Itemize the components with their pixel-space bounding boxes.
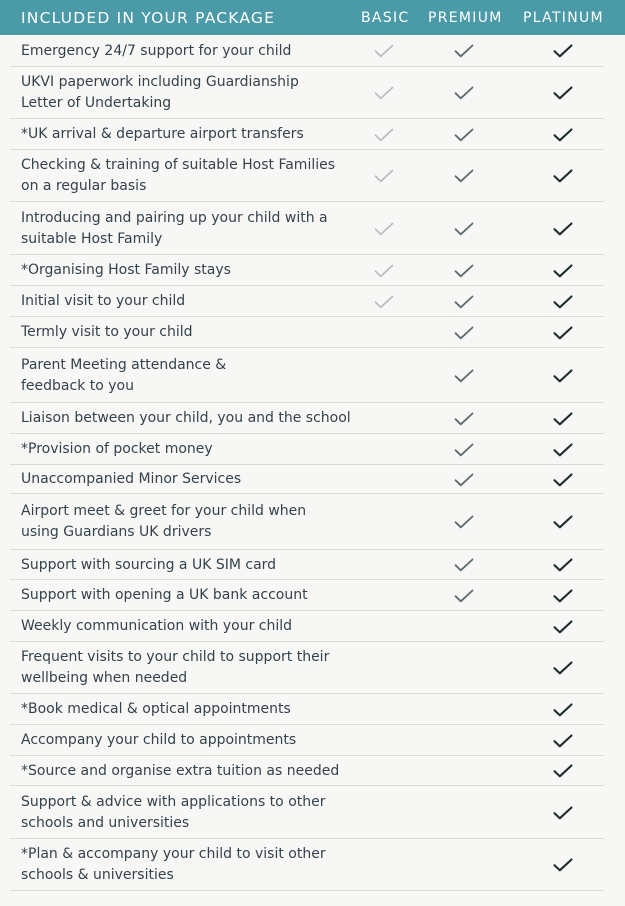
feature-label	[21, 585, 351, 606]
table-row	[0, 434, 625, 465]
feature-label-line: Airport meet & greet for your child when	[21, 503, 307, 519]
feature-label-line: suitable Host Family	[21, 231, 163, 247]
table-row	[0, 694, 625, 725]
checkmark-icon	[553, 295, 573, 309]
checkmark-icon	[553, 764, 573, 778]
feature-label	[21, 844, 351, 886]
feature-label-line: *Organising Host Family stays	[21, 262, 231, 278]
feature-label-line: Support with opening a UK bank account	[21, 587, 308, 603]
checkmark-icon	[553, 326, 573, 340]
checkmark-icon	[454, 515, 474, 529]
feature-label-line: Introducing and pairing up your child with a	[21, 210, 328, 226]
table-row	[0, 494, 625, 550]
feature-label-line: feedback to you	[21, 378, 134, 394]
table-header	[0, 0, 625, 35]
table-row	[0, 611, 625, 642]
feature-label	[21, 647, 351, 689]
feature-label-line: Accompany your child to appointments	[21, 732, 297, 748]
feature-label	[21, 41, 351, 62]
checkmark-icon	[553, 734, 573, 748]
feature-label-line: *Source and organise extra tuition as needed	[21, 763, 340, 779]
checkmark-icon	[374, 222, 394, 236]
checkmark-icon	[454, 326, 474, 340]
table-row	[0, 67, 625, 119]
feature-label-line: schools and universities	[21, 815, 190, 831]
checkmark-icon	[553, 473, 573, 487]
feature-label	[21, 291, 351, 312]
feature-label-line: *Plan & accompany your child to visit other	[21, 846, 326, 862]
checkmark-icon	[454, 412, 474, 426]
feature-label	[21, 155, 351, 197]
table-row	[0, 839, 625, 891]
feature-label	[21, 72, 351, 114]
checkmark-icon	[553, 44, 573, 58]
table-row	[0, 348, 625, 403]
header-title: INCLUDED IN YOUR PACKAGE	[21, 9, 276, 27]
feature-label-line: Emergency 24/7 support for your child	[21, 43, 292, 59]
feature-label	[21, 616, 351, 637]
feature-label	[21, 699, 351, 720]
table-row	[0, 786, 625, 839]
feature-label-line: Parent Meeting attendance &	[21, 357, 227, 373]
feature-label-line: wellbeing when needed	[21, 670, 188, 686]
feature-label-line: *UK arrival & departure airport transfers	[21, 126, 304, 142]
table-row	[0, 756, 625, 786]
feature-label-line: *Book medical & optical appointments	[21, 701, 291, 717]
checkmark-icon	[553, 620, 573, 634]
feature-label-line: Weekly communication with your child	[21, 618, 293, 634]
table-row	[0, 725, 625, 756]
feature-label	[21, 730, 351, 751]
checkmark-icon	[454, 222, 474, 236]
checkmark-icon	[553, 169, 573, 183]
checkmark-icon	[553, 589, 573, 603]
checkmark-icon	[374, 264, 394, 278]
feature-label-line: Initial visit to your child	[21, 293, 186, 309]
checkmark-icon	[374, 295, 394, 309]
checkmark-icon	[374, 86, 394, 100]
feature-label-line: UKVI paperwork including Guardianship	[21, 74, 299, 90]
feature-label-line: Frequent visits to your child to support their	[21, 649, 330, 665]
checkmark-icon	[454, 589, 474, 603]
checkmark-icon	[454, 169, 474, 183]
feature-label-line: using Guardians UK drivers	[21, 524, 212, 540]
checkmark-icon	[553, 515, 573, 529]
checkmark-icon	[553, 806, 573, 820]
table-row	[0, 403, 625, 434]
feature-label-line: Checking & training of suitable Host Families	[21, 157, 336, 173]
table-row	[0, 580, 625, 611]
checkmark-icon	[454, 264, 474, 278]
table-row	[0, 286, 625, 317]
checkmark-icon	[454, 295, 474, 309]
feature-label-line: *Provision of pocket money	[21, 441, 213, 457]
checkmark-icon	[553, 558, 573, 572]
checkmark-icon	[553, 661, 573, 675]
checkmark-icon	[454, 369, 474, 383]
feature-label	[21, 355, 351, 397]
checkmark-icon	[553, 264, 573, 278]
feature-label	[21, 439, 351, 460]
checkmark-icon	[553, 222, 573, 236]
feature-label	[21, 761, 351, 782]
checkmark-icon	[553, 412, 573, 426]
checkmark-icon	[553, 128, 573, 142]
table-row	[0, 317, 625, 348]
checkmark-icon	[454, 473, 474, 487]
column-header-basic: BASIC	[361, 10, 410, 26]
checkmark-icon	[454, 443, 474, 457]
row-divider	[10, 890, 604, 891]
checkmark-icon	[454, 558, 474, 572]
checkmark-icon	[553, 86, 573, 100]
checkmark-icon	[374, 44, 394, 58]
table-row	[0, 255, 625, 286]
table-row	[0, 119, 625, 150]
table-row	[0, 35, 625, 67]
column-header-premium: PREMIUM	[428, 10, 503, 26]
feature-label	[21, 555, 351, 576]
checkmark-icon	[454, 44, 474, 58]
feature-label-line: schools & universities	[21, 867, 174, 883]
table-row	[0, 202, 625, 255]
checkmark-icon	[553, 443, 573, 457]
feature-label-line: Support with sourcing a UK SIM card	[21, 557, 277, 573]
feature-label	[21, 792, 351, 834]
feature-label-line: Termly visit to your child	[21, 324, 193, 340]
checkmark-icon	[454, 128, 474, 142]
table-row	[0, 150, 625, 202]
feature-label-line: Support & advice with applications to other	[21, 794, 326, 810]
checkmark-icon	[553, 858, 573, 872]
table-row	[0, 642, 625, 694]
feature-label	[21, 469, 351, 490]
checkmark-icon	[374, 128, 394, 142]
feature-label	[21, 124, 351, 145]
feature-label	[21, 322, 351, 343]
checkmark-icon	[374, 169, 394, 183]
feature-label	[21, 408, 351, 429]
feature-label	[21, 208, 351, 250]
feature-label	[21, 501, 351, 543]
feature-label-line: Letter of Undertaking	[21, 95, 172, 111]
feature-label-line: Liaison between your child, you and the school	[21, 410, 351, 426]
checkmark-icon	[553, 369, 573, 383]
checkmark-icon	[553, 703, 573, 717]
feature-label-line: Unaccompanied Minor Services	[21, 471, 242, 487]
table-row	[0, 465, 625, 494]
feature-label-line: on a regular basis	[21, 178, 147, 194]
column-header-platinum: PLATINUM	[523, 10, 604, 26]
checkmark-icon	[454, 86, 474, 100]
table-row	[0, 550, 625, 580]
feature-label	[21, 260, 351, 281]
